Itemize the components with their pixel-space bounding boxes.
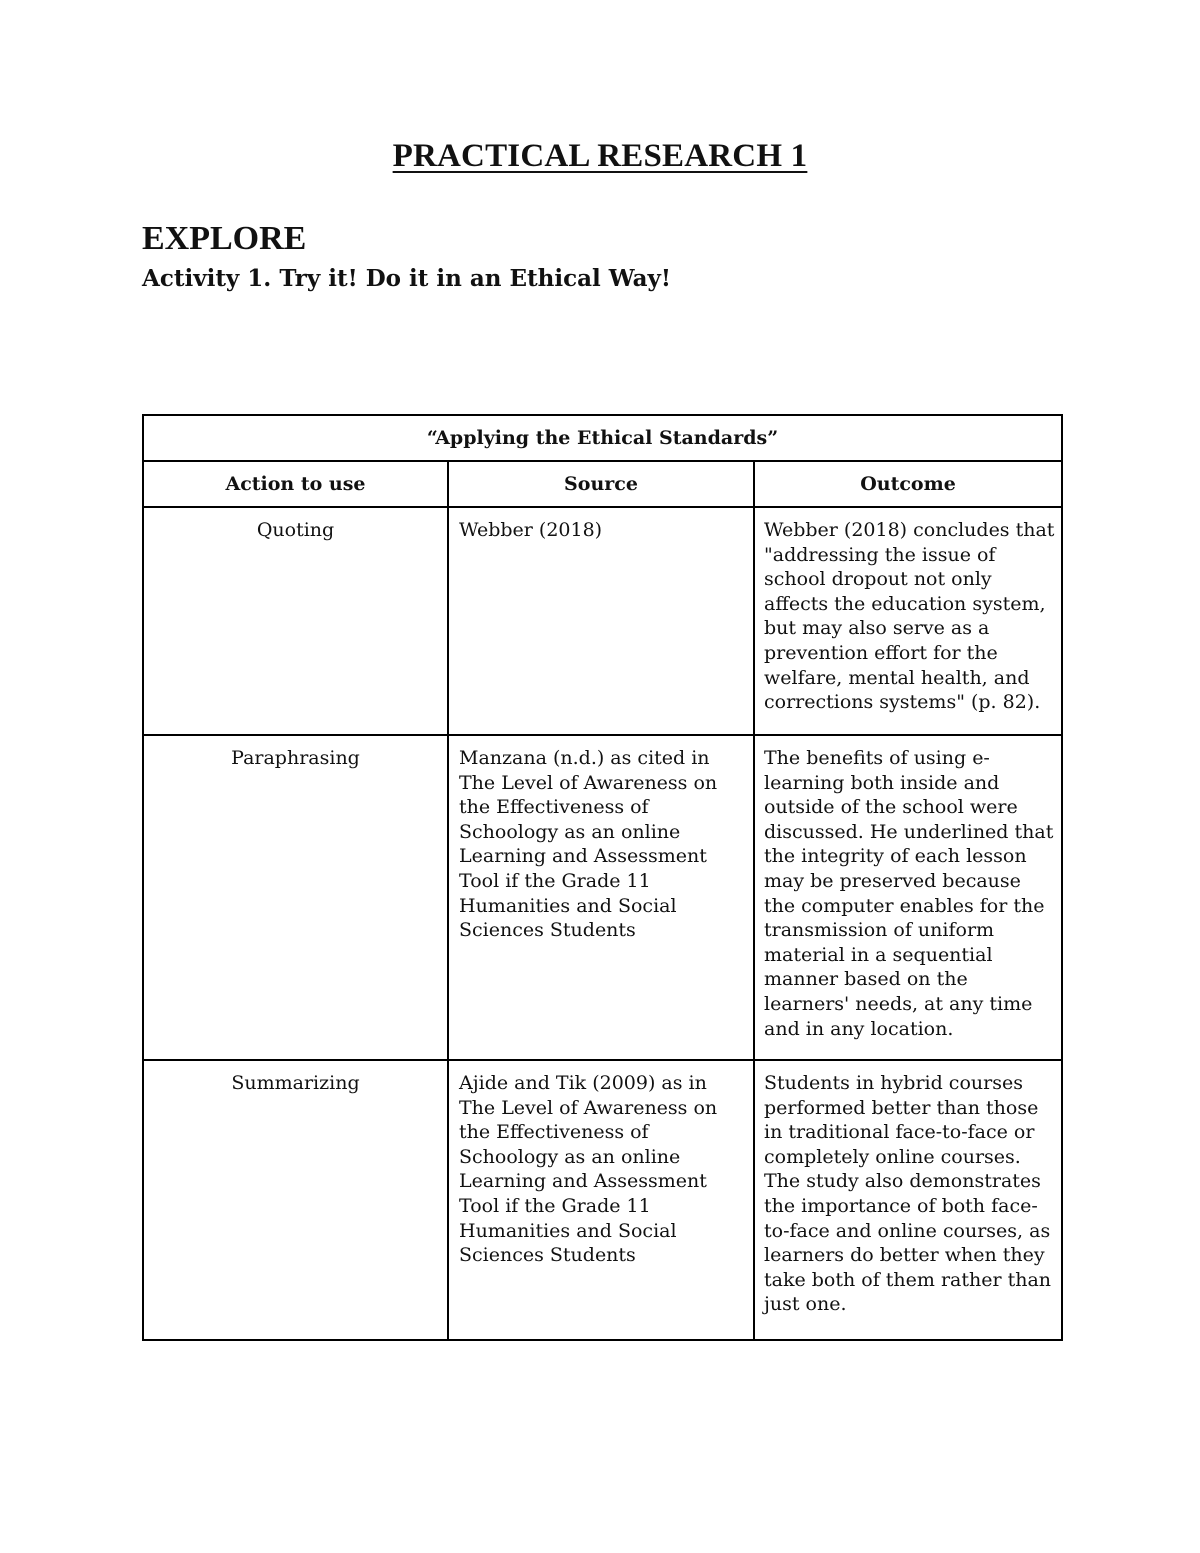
header-action: Action to use <box>143 461 448 507</box>
table-header-row <box>143 461 1062 507</box>
activity-heading: Activity 1. Try it! Do it in an Ethical Way! <box>142 265 671 292</box>
ethical-standards-table <box>142 414 1063 1341</box>
cell-action: Paraphrasing <box>143 735 448 1060</box>
cell-action: Summarizing <box>143 1060 448 1340</box>
table-row <box>143 735 1062 1060</box>
page-title: PRACTICAL RESEARCH 1 <box>392 138 808 174</box>
header-outcome: Outcome <box>754 461 1062 507</box>
cell-outcome: Students in hybrid courses performed better than those in traditional face-to-face or completely online courses. The study also demonstrates the importance of both face-to-face and online courses, as learners do better when they take both of them rather than just one. <box>754 1060 1062 1340</box>
table-caption: “Applying the Ethical Standards” <box>143 415 1062 461</box>
table-row <box>143 507 1062 735</box>
table-caption-row <box>143 415 1062 461</box>
cell-source: Webber (2018) <box>448 507 754 735</box>
header-source: Source <box>448 461 754 507</box>
cell-source: Manzana (n.d.) as cited in The Level of Awareness on the Effectiveness of Schoology as an online Learning and Assessment Tool if the Grade 11 Humanities and Social Sciences Students <box>448 735 754 1060</box>
table-row <box>143 1060 1062 1340</box>
cell-outcome: Webber (2018) concludes that "addressing the issue of school dropout not only affects the education system, but may also serve as a prevention effort for the welfare, mental health, and corrections systems" (p. 82). <box>754 507 1062 735</box>
cell-outcome: The benefits of using e-learning both inside and outside of the school were discussed. He underlined that the integrity of each lesson may be preserved because the computer enables for the transmission of uniform material in a sequential manner based on the learners' needs, at any time and in any location. <box>754 735 1062 1060</box>
cell-action: Quoting <box>143 507 448 735</box>
cell-source: Ajide and Tik (2009) as in The Level of Awareness on the Effectiveness of Schoology as an online Learning and Assessment Tool if the Grade 11 Humanities and Social Sciences Students <box>448 1060 754 1340</box>
section-heading: EXPLORE <box>142 220 307 257</box>
